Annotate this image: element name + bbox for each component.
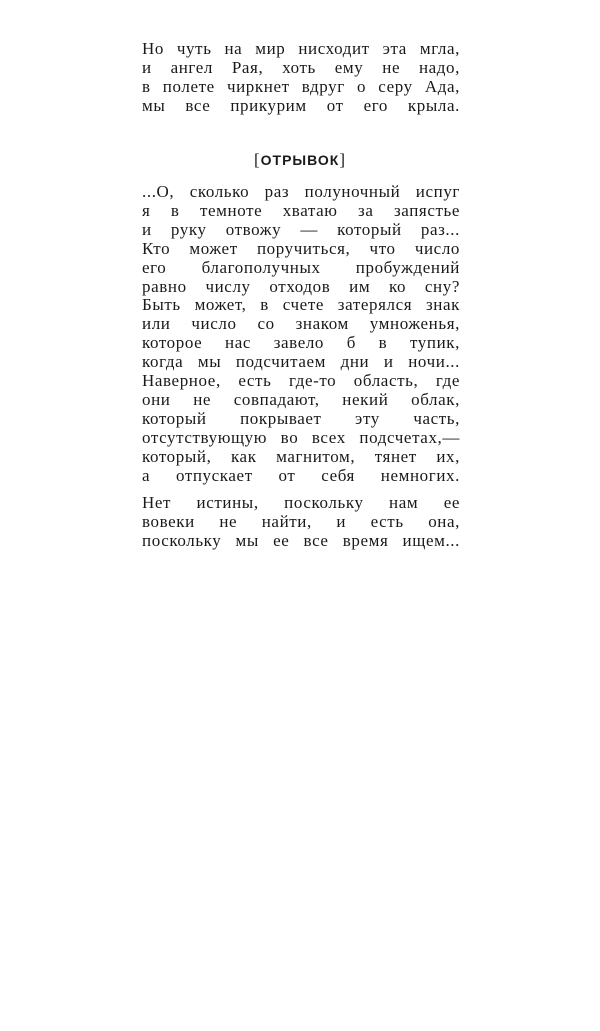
poem-line: отсутствующую во всех подсчетах,— [142,427,460,447]
poem-line: Кто может поручиться, что число [142,238,460,258]
poem-line: вовеки не найти, и есть она, [142,511,460,531]
poem-line: и руку отвожу — который раз... [142,219,460,239]
heading-close-bracket: ] [339,150,347,169]
poem-line: Нет истины, поскольку нам ее [142,493,460,512]
poem-line: или число со знаком умноженья, [142,314,460,334]
poem-line: Наверное, есть где-то область, где [142,371,460,391]
poem-line: ...О, сколько раз полуночный испуг [142,182,460,201]
stanza-fragment [142,183,460,486]
poem-line: равно числу отходов им ко сну? [142,276,460,296]
heading-title: ОТРЫВОК [260,152,340,168]
poem-line: а отпускает от себя немногих. [142,465,460,485]
section-heading [0,150,600,170]
stanza-closing [142,494,460,551]
poem-line: мы все прикурим от его крыла. [142,95,460,115]
poem-line: в полете чиркнет вдруг о серу Ада, [142,76,460,96]
poem-line: я в темноте хватаю за запястье [142,200,460,220]
poem-line: и ангел Рая, хоть ему не надо, [142,57,460,77]
heading-open-bracket: [ [253,150,261,169]
poem-line: который, как магнитом, тянет их, [142,446,460,466]
poem-line: поскольку мы ее все время ищем... [142,530,460,550]
stanza-opening [142,40,460,116]
poem-line: они не совпадают, некий облак, [142,389,460,409]
poem-line: когда мы подсчитаем дни и ночи... [142,352,460,372]
poem-line: Но чуть на мир нисходит эта мгла, [142,39,460,58]
poem-line: его благополучных пробуждений [142,257,460,277]
poem-line: который покрывает эту часть, [142,408,460,428]
poem-line: которое нас завело б в тупик, [142,333,460,353]
poem-line: Быть может, в счете затерялся знак [142,295,460,315]
